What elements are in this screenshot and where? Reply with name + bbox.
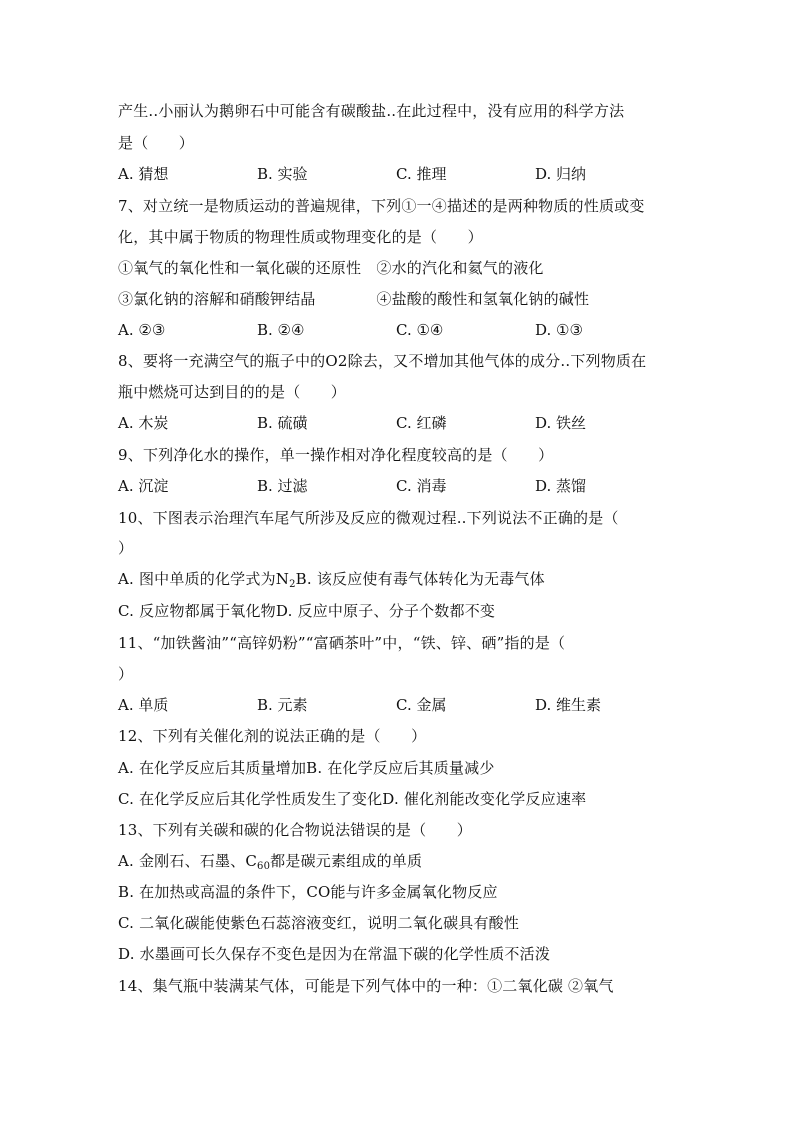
q12-stem: 12、下列有关催化剂的说法正确的是（ ） — [118, 727, 427, 745]
q10-subscript: 2 — [289, 579, 296, 590]
q10-options-line-1 — [118, 569, 545, 589]
q13-option-a-text-2: 都是碳元素组成的单质 — [270, 852, 423, 870]
q7-item-line-1: ①氧气的氧化性和一氧化碳的还原性 ②水的汽化和氦气的液化 — [118, 259, 544, 277]
q9-option-c: C. 消毒 — [396, 477, 447, 495]
q13-option-a — [118, 851, 422, 871]
q6-stem-line-2: 是（ ） — [118, 134, 195, 152]
q9-option-d: D. 蒸馏 — [535, 477, 587, 495]
q8-stem-line-2: 瓶中燃烧可达到目的的是（ ） — [118, 383, 347, 401]
q13-option-b: B. 在加热或高温的条件下，CO能与许多金属氧化物反应 — [118, 883, 498, 901]
q8-option-b: B. 硫磺 — [257, 414, 308, 432]
q11-option-a: A. 单质 — [118, 696, 169, 714]
q14-stem: 14、集气瓶中装满某气体，可能是下列气体中的一种：①二氧化碳 ②氧气 — [118, 977, 614, 995]
q12-options-line-1: A. 在化学反应后其质量增加B. 在化学反应后其质量减少 — [118, 759, 495, 777]
q7-option-d: D. ①③ — [535, 321, 583, 339]
q11-option-c: C. 金属 — [396, 696, 447, 714]
q10-option-a-text: A. 图中单质的化学式为N — [118, 570, 290, 588]
q8-option-d: D. 铁丝 — [535, 414, 587, 432]
q9-option-b: B. 过滤 — [257, 477, 308, 495]
q7-option-a: A. ②③ — [118, 321, 166, 339]
q10-stem-line-2: ） — [118, 539, 134, 557]
q13-stem: 13、下列有关碳和碳的化合物说法错误的是（ ） — [118, 821, 472, 839]
q13-subscript: 60 — [257, 861, 271, 872]
q13-option-d: D. 水墨画可长久保存不变色是因为在常温下碳的化学性质不活泼 — [118, 945, 551, 963]
q8-option-a: A. 木炭 — [118, 414, 169, 432]
q13-option-c: C. 二氧化碳能使紫色石蕊溶液变红，说明二氧化碳具有酸性 — [118, 914, 520, 932]
q11-option-d: D. 维生素 — [535, 696, 602, 714]
q10-option-b-text: B. 该反应使有毒气体转化为无毒气体 — [295, 570, 545, 588]
q6-option-d: D. 归纳 — [535, 165, 587, 183]
q13-option-a-text-1: A. 金刚石、石墨、C — [118, 852, 258, 870]
q9-stem: 9、下列净化水的操作，单一操作相对净化程度较高的是（ ） — [118, 446, 554, 464]
q7-option-c: C. ①④ — [396, 321, 444, 339]
q7-stem-line-2: 化，其中属于物质的物理性质或物理变化的是（ ） — [118, 228, 483, 246]
q6-stem-line-1: 产生..小丽认为鹅卵石中可能含有碳酸盐..在此过程中，没有应用的科学方法 — [118, 102, 625, 120]
q12-options-line-2: C. 在化学反应后其化学性质发生了变化D. 催化剂能改变化学反应速率 — [118, 790, 587, 808]
q6-option-a: A. 猜想 — [118, 165, 169, 183]
q10-stem-line-1: 10、下图表示治理汽车尾气所涉及反应的微观过程..下列说法不正确的是（ — [118, 509, 619, 527]
q8-option-c: C. 红磷 — [396, 414, 447, 432]
q11-option-b: B. 元素 — [257, 696, 308, 714]
q6-option-c: C. 推理 — [396, 165, 447, 183]
q10-options-line-2: C. 反应物都属于氧化物D. 反应中原子、分子个数都不变 — [118, 602, 496, 620]
q6-option-b: B. 实验 — [257, 165, 308, 183]
q11-stem-line-1: 11、“加铁酱油”“高锌奶粉”“富硒茶叶”中，“铁、锌、硒”指的是（ — [118, 634, 566, 652]
q7-item-line-2: ③氯化钠的溶解和硝酸钾结晶 ④盐酸的酸性和氢氧化钠的碱性 — [118, 290, 590, 308]
q8-stem-line-1: 8、要将一充满空气的瓶子中的O2除去，又不增加其他气体的成分..下列物质在 — [118, 352, 647, 370]
q11-stem-line-2: ） — [118, 665, 134, 683]
q7-option-b: B. ②④ — [257, 321, 305, 339]
q9-option-a: A. 沉淀 — [118, 477, 169, 495]
q7-stem-line-1: 7、对立统一是物质运动的普遍规律，下列①一④描述的是两种物质的性质或变 — [118, 197, 645, 215]
